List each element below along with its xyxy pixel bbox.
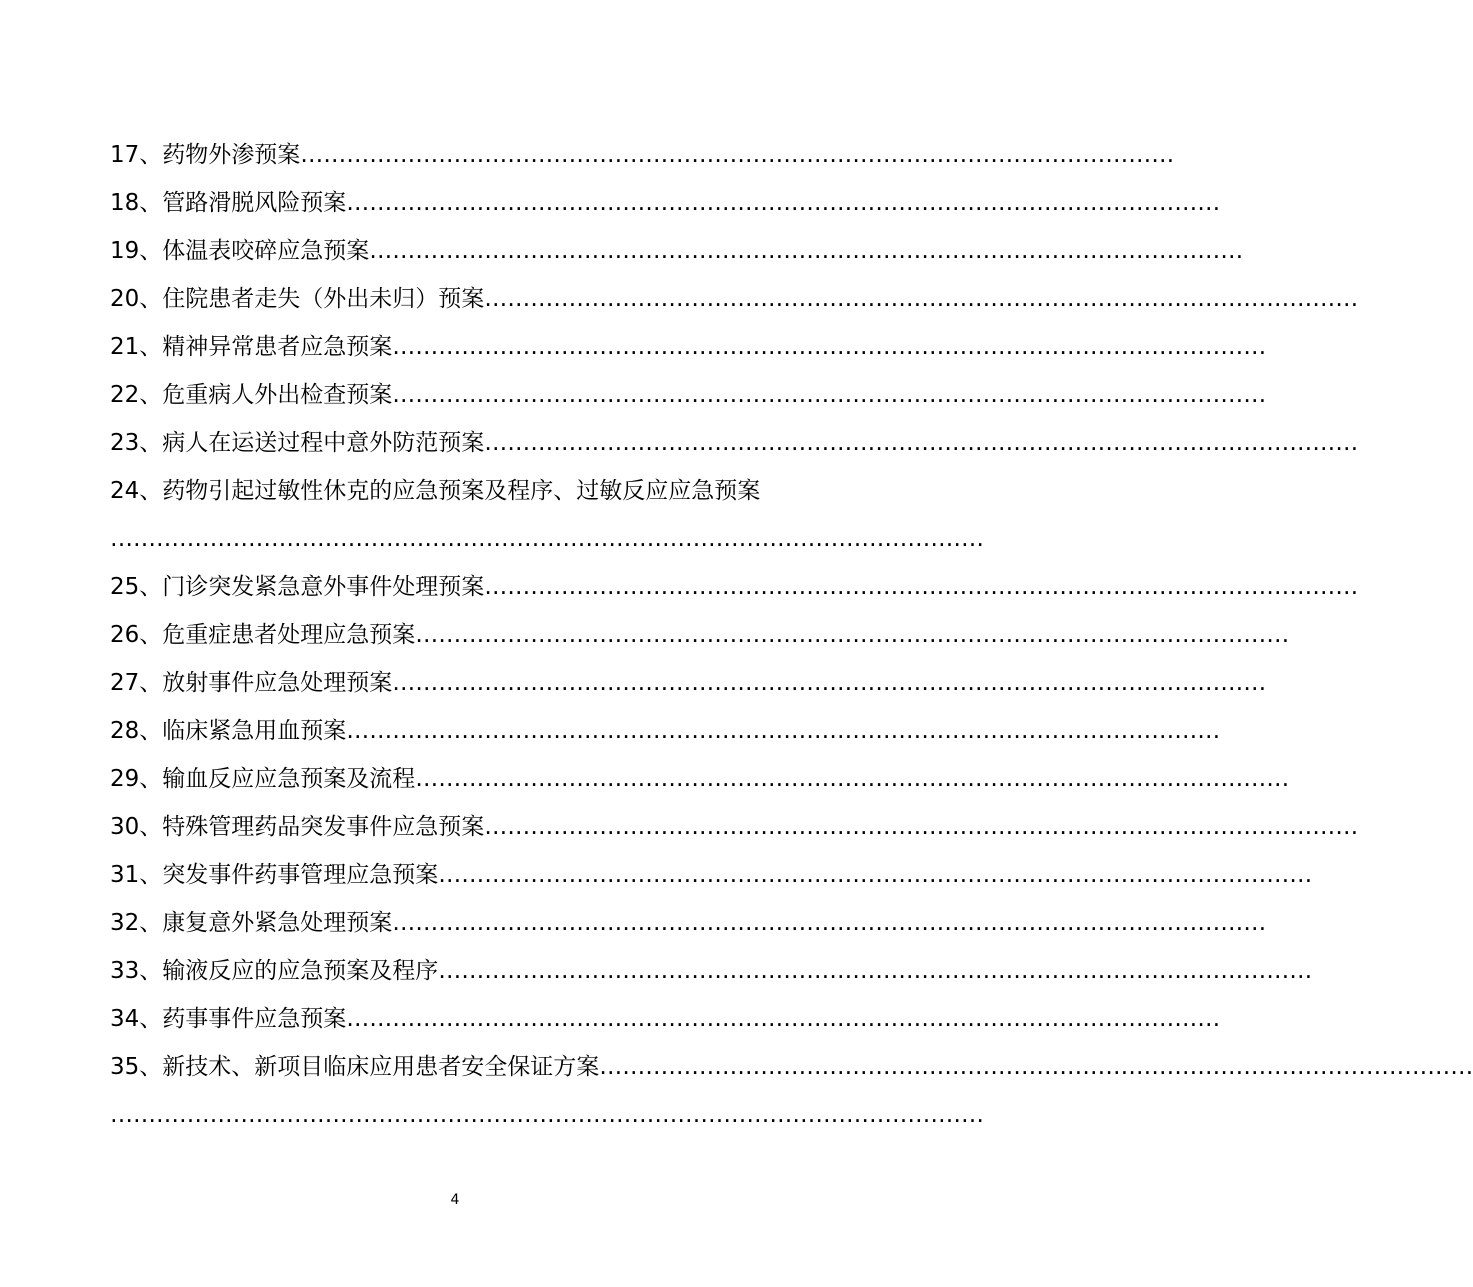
- toc-separator: 、: [139, 814, 163, 840]
- toc-separator: 、: [139, 862, 163, 888]
- toc-entry-title: 康复意外紧急处理预案: [162, 910, 393, 936]
- dot-leader: ……………………………………………………………………………………………………: [484, 286, 1359, 312]
- dot-leader: ……………………………………………………………………………………………………: [484, 574, 1359, 600]
- toc-entry-number: 32: [110, 910, 140, 936]
- toc-entry-title: 新技术、新项目临床应用患者安全保证方案: [162, 1054, 600, 1080]
- dot-leader: ……………………………………………………………………………………………………: [346, 718, 1221, 744]
- toc-entry-number: 24: [110, 478, 140, 504]
- toc-entry-number: 20: [110, 286, 140, 312]
- toc-separator: 、: [139, 478, 163, 504]
- toc-entry-35-leader: [110, 1091, 984, 1139]
- toc-entry-28[interactable]: [110, 707, 1221, 755]
- toc-entry-29[interactable]: [110, 755, 1290, 803]
- toc-entry-25[interactable]: [110, 563, 1359, 611]
- toc-entry-title: 住院患者走失（外出未归）预案: [162, 286, 485, 312]
- toc-separator: 、: [139, 910, 163, 936]
- toc-entry-title: 病人在运送过程中意外防范预案: [162, 430, 485, 456]
- toc-entry-number: 35: [110, 1054, 140, 1080]
- toc-entry-32[interactable]: [110, 899, 1267, 947]
- toc-separator: 、: [139, 286, 163, 312]
- toc-entry-number: 17: [110, 142, 140, 168]
- toc-entry-20[interactable]: [110, 275, 1359, 323]
- toc-separator: 、: [139, 1006, 163, 1032]
- toc-entry-23[interactable]: [110, 419, 1359, 467]
- toc-entry-title: 体温表咬碎应急预案: [162, 238, 370, 264]
- toc-entry-31[interactable]: [110, 851, 1313, 899]
- toc-entry-number: 19: [110, 238, 140, 264]
- table-of-contents: [110, 131, 1473, 1139]
- toc-separator: 、: [139, 622, 163, 648]
- toc-entry-number: 28: [110, 718, 140, 744]
- toc-entry-title: 特殊管理药品突发事件应急预案: [162, 814, 485, 840]
- toc-entry-title: 危重症患者处理应急预案: [162, 622, 416, 648]
- dot-leader: ……………………………………………………………………………………………………: [415, 766, 1290, 792]
- toc-entry-number: 29: [110, 766, 140, 792]
- toc-separator: 、: [139, 670, 163, 696]
- toc-entry-34[interactable]: [110, 995, 1221, 1043]
- toc-entry-title: 精神异常患者应急预案: [162, 334, 393, 360]
- toc-entry-number: 22: [110, 382, 140, 408]
- toc-separator: 、: [139, 766, 163, 792]
- toc-entry-title: 突发事件药事管理应急预案: [162, 862, 439, 888]
- toc-entry-number: 31: [110, 862, 140, 888]
- toc-entry-30[interactable]: [110, 803, 1359, 851]
- toc-entry-title: 药物引起过敏性休克的应急预案及程序、过敏反应应急预案: [162, 478, 761, 504]
- dot-leader: ……………………………………………………………………………………………………: [392, 910, 1267, 936]
- dot-leader: ……………………………………………………………………………………………………: [438, 862, 1313, 888]
- toc-entry-26[interactable]: [110, 611, 1290, 659]
- toc-entry-number: 18: [110, 190, 140, 216]
- toc-entry-title: 临床紧急用血预案: [162, 718, 347, 744]
- toc-entry-number: 30: [110, 814, 140, 840]
- dot-leader: ……………………………………………………………………………………………………: [346, 1006, 1221, 1032]
- dot-leader: ……………………………………………………………………………………………………: [484, 430, 1359, 456]
- toc-entry-title: 药事事件应急预案: [162, 1006, 347, 1032]
- toc-entry-33[interactable]: [110, 947, 1313, 995]
- toc-separator: 、: [139, 718, 163, 744]
- toc-entry-22[interactable]: [110, 371, 1267, 419]
- toc-separator: 、: [139, 142, 163, 168]
- toc-entry-number: 34: [110, 1006, 140, 1032]
- dot-leader: ……………………………………………………………………………………………………: [438, 958, 1313, 984]
- dot-leader: ……………………………………………………………………………………………………: [110, 526, 984, 552]
- dot-leader: ……………………………………………………………………………………………………: [369, 238, 1244, 264]
- toc-entry-number: 25: [110, 574, 140, 600]
- dot-leader: ……………………………………………………………………………………………………: [346, 190, 1221, 216]
- toc-separator: 、: [139, 958, 163, 984]
- toc-entry-title: 输血反应应急预案及流程: [162, 766, 416, 792]
- toc-entry-number: 23: [110, 430, 140, 456]
- toc-entry-number: 27: [110, 670, 140, 696]
- toc-entry-24[interactable]: [110, 467, 800, 515]
- toc-entry-17[interactable]: [110, 131, 1175, 179]
- toc-entry-18[interactable]: [110, 179, 1221, 227]
- toc-separator: 、: [139, 382, 163, 408]
- dot-leader: ……………………………………………………………………………………………………: [415, 622, 1290, 648]
- toc-separator: 、: [139, 334, 163, 360]
- dot-leader: ……………………………………………………………………………………………………: [300, 142, 1175, 168]
- dot-leader: ……………………………………………………………………………………………………: [110, 1102, 984, 1128]
- toc-entry-19[interactable]: [110, 227, 1244, 275]
- toc-entry-21[interactable]: [110, 323, 1267, 371]
- toc-entry-27[interactable]: [110, 659, 1267, 707]
- toc-entry-number: 26: [110, 622, 140, 648]
- toc-separator: 、: [139, 190, 163, 216]
- toc-entry-number: 33: [110, 958, 140, 984]
- toc-separator: 、: [139, 430, 163, 456]
- toc-entry-title: 药物外渗预案: [162, 142, 301, 168]
- toc-separator: 、: [139, 238, 163, 264]
- toc-separator: 、: [139, 1054, 163, 1080]
- toc-entry-title: 放射事件应急处理预案: [162, 670, 393, 696]
- dot-leader: ……………………………………………………………………………………………………: [392, 382, 1267, 408]
- page-number: 4: [450, 1192, 460, 1208]
- dot-leader: ……………………………………………………………………………………………………: [599, 1054, 1473, 1080]
- toc-entry-24-leader: [110, 515, 984, 563]
- toc-entry-title: 管路滑脱风险预案: [162, 190, 347, 216]
- dot-leader: ……………………………………………………………………………………………………: [392, 670, 1267, 696]
- toc-entry-35[interactable]: [110, 1043, 1473, 1091]
- toc-entry-number: 21: [110, 334, 140, 360]
- toc-entry-title: 门诊突发紧急意外事件处理预案: [162, 574, 485, 600]
- toc-entry-title: 输液反应的应急预案及程序: [162, 958, 439, 984]
- dot-leader: ……………………………………………………………………………………………………: [392, 334, 1267, 360]
- toc-separator: 、: [139, 574, 163, 600]
- dot-leader: ……………………………………………………………………………………………………: [484, 814, 1359, 840]
- toc-entry-title: 危重病人外出检查预案: [162, 382, 393, 408]
